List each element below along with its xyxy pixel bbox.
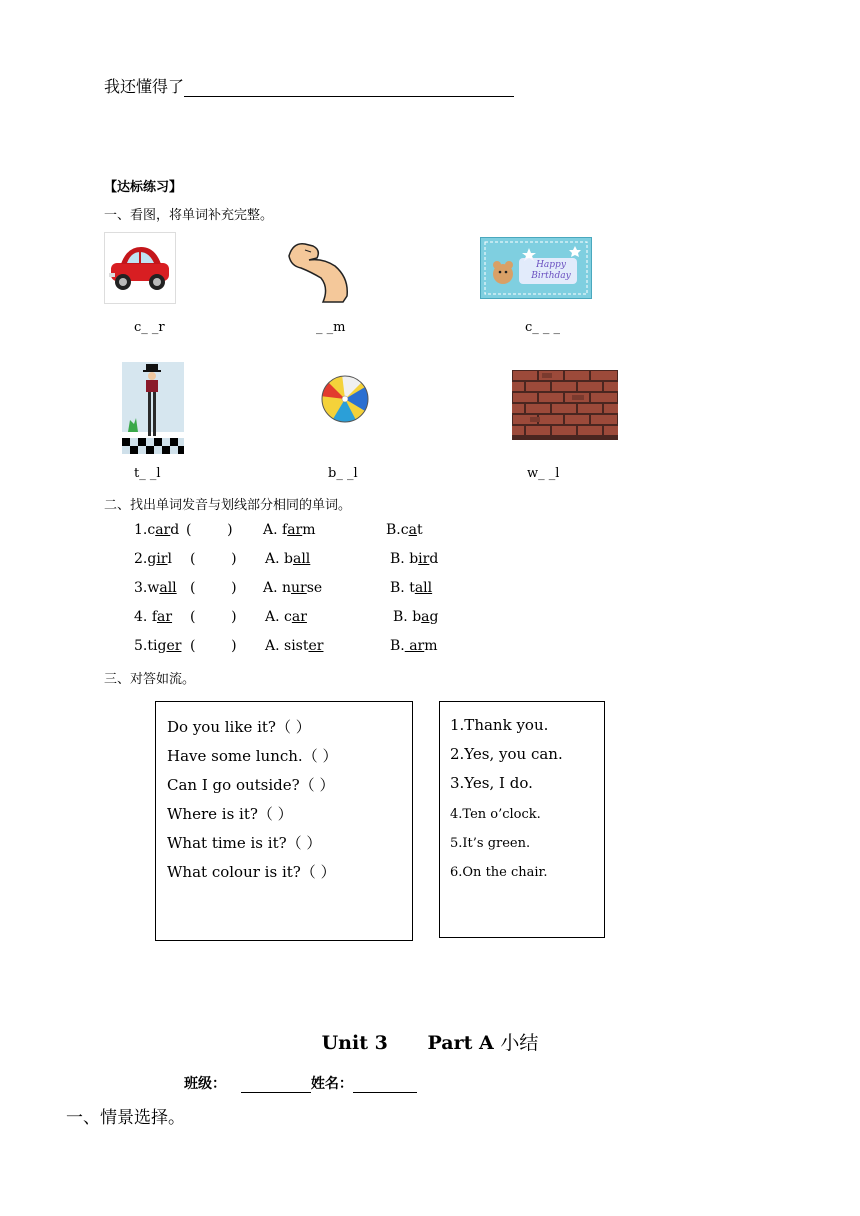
option-a-pre: A. c <box>265 609 292 625</box>
q2-word-pre: g <box>147 551 157 567</box>
section-header: 【达标练习】 <box>104 180 183 195</box>
option-a-underlined: ar <box>291 609 307 625</box>
answer-paren[interactable]: ( ) <box>190 609 237 625</box>
option-a-post: m <box>302 522 316 538</box>
q2-num: 2. <box>134 551 148 567</box>
option-b-pre: B. b <box>390 551 419 567</box>
q2-word-pre: tig <box>147 638 167 654</box>
q2-word-pre: f <box>151 609 157 625</box>
word-blank-ball: b_ _l <box>328 466 358 481</box>
option-a-underlined: ar <box>287 522 303 538</box>
option-a-underlined: all <box>292 551 311 567</box>
option-b-underlined: ar <box>404 638 425 654</box>
q2-option-b <box>390 580 432 596</box>
q2-num: 4. <box>134 609 152 625</box>
q2-option-b <box>390 551 438 567</box>
dialog-answer: 3.Yes, I do. <box>450 774 533 792</box>
dialog-question: Have some lunch.（ ） <box>167 747 338 765</box>
dialog-question: Do you like it?（ ） <box>167 718 311 736</box>
option-a-pre: A. n <box>263 580 292 596</box>
reflection-blank[interactable] <box>184 80 514 97</box>
word-blank-tall: t_ _l <box>134 466 161 481</box>
q2-option-a <box>265 609 307 625</box>
q2-word-underlined: ar <box>157 609 173 625</box>
option-a-pre: A. b <box>265 551 293 567</box>
dialog-question: Can I go outside?（ ） <box>167 776 335 794</box>
dialog-answer: 6.On the chair. <box>450 865 548 880</box>
q2-option-a <box>263 522 316 538</box>
q2-word-underlined: all <box>159 580 177 596</box>
dialog-answer: 5.It’s green. <box>450 836 531 851</box>
dialog-question: Where is it?（ ） <box>167 805 293 823</box>
option-b-pre: B. <box>390 638 405 654</box>
name-label: 姓名： <box>310 1076 353 1092</box>
dialog-question: What time is it?（ ） <box>167 834 322 852</box>
answer-paren[interactable]: ( ) <box>190 638 237 654</box>
class-label: 班级： <box>184 1076 226 1092</box>
q2-word-underlined: ir <box>156 551 168 567</box>
word-blank-arm: _ _m <box>316 320 346 335</box>
option-b-post: m <box>424 638 438 654</box>
q2-num: 3. <box>134 580 148 596</box>
option-a-pre: A. sist <box>265 638 309 654</box>
option-b-underlined: ir <box>418 551 430 567</box>
unit-title <box>0 1028 860 1055</box>
option-b-pre: B.c <box>386 522 409 538</box>
q2-word-5 <box>134 638 181 654</box>
q2-word-pre: c <box>147 522 156 538</box>
answers-box <box>439 701 605 938</box>
q2-word-underlined: ar <box>155 522 171 538</box>
q2-option-b <box>390 638 438 654</box>
q2-word-post: l <box>167 551 172 567</box>
option-b-post: t <box>416 522 423 538</box>
word-blank-car: c_ _r <box>134 320 165 335</box>
option-b-underlined: a <box>421 609 430 625</box>
word-blank-wall: w_ _l <box>527 466 560 481</box>
q2-num: 1. <box>134 522 148 538</box>
q2-option-a <box>265 551 310 567</box>
option-a-underlined: ur <box>291 580 307 596</box>
q1-title: 一、看图，将单词补充完整。 <box>104 208 274 223</box>
dialog-answer: 2.Yes, you can. <box>450 745 563 763</box>
dialog-answer: 4.Ten o’clock. <box>450 807 541 822</box>
q2-word-2 <box>134 551 172 567</box>
q2-title: 二、找出单词发音与划线部分相同的单词。 <box>104 498 352 513</box>
q2-word-1 <box>134 522 179 538</box>
class-name-line <box>184 1073 417 1093</box>
option-a-post: se <box>306 580 323 596</box>
q2-option-b <box>386 522 423 538</box>
option-b-post: d <box>429 551 439 567</box>
tall-man-icon <box>122 362 184 454</box>
red-car-icon <box>104 232 176 304</box>
option-a-underlined: er <box>308 638 324 654</box>
dialog-answer: 1.Thank you. <box>450 716 549 734</box>
birthday-card-icon <box>480 237 592 299</box>
q2-word-post: d <box>170 522 180 538</box>
option-a-pre: A. f <box>263 522 288 538</box>
q4-title: 一、情景选择。 <box>66 1108 185 1128</box>
reflection-label: 我还懂得了 <box>104 77 185 96</box>
q2-word-4 <box>134 609 172 625</box>
unit-title-cn: 小结 <box>500 1032 539 1054</box>
q2-word-3 <box>134 580 177 596</box>
unit-title-en: Unit 3 Part A <box>321 1032 494 1054</box>
option-b-pre: B. b <box>393 609 422 625</box>
reflection-line <box>104 74 514 97</box>
answer-paren[interactable]: ( ) <box>186 522 233 538</box>
beach-ball-icon <box>320 374 370 424</box>
option-b-underlined: a <box>408 522 417 538</box>
card-text: Happy Birthday <box>531 260 571 281</box>
class-blank[interactable] <box>241 1078 311 1093</box>
arm-icon <box>283 236 355 306</box>
q3-title: 三、对答如流。 <box>104 672 196 687</box>
q2-num: 5. <box>134 638 148 654</box>
brick-wall-icon <box>512 370 618 440</box>
q2-option-a <box>265 638 323 654</box>
q2-option-a <box>263 580 322 596</box>
option-b-underlined: all <box>414 580 433 596</box>
q2-option-b <box>393 609 438 625</box>
q2-word-underlined: er <box>166 638 182 654</box>
option-b-pre: B. t <box>390 580 415 596</box>
answer-paren[interactable]: ( ) <box>190 580 237 596</box>
answer-paren[interactable]: ( ) <box>190 551 237 567</box>
q2-word-pre: w <box>147 580 160 596</box>
option-b-post: g <box>429 609 439 625</box>
name-blank[interactable] <box>353 1078 417 1093</box>
questions-box <box>155 701 413 941</box>
dialog-question: What colour is it?（ ） <box>167 863 336 881</box>
word-blank-card: c_ _ _ <box>525 320 561 335</box>
